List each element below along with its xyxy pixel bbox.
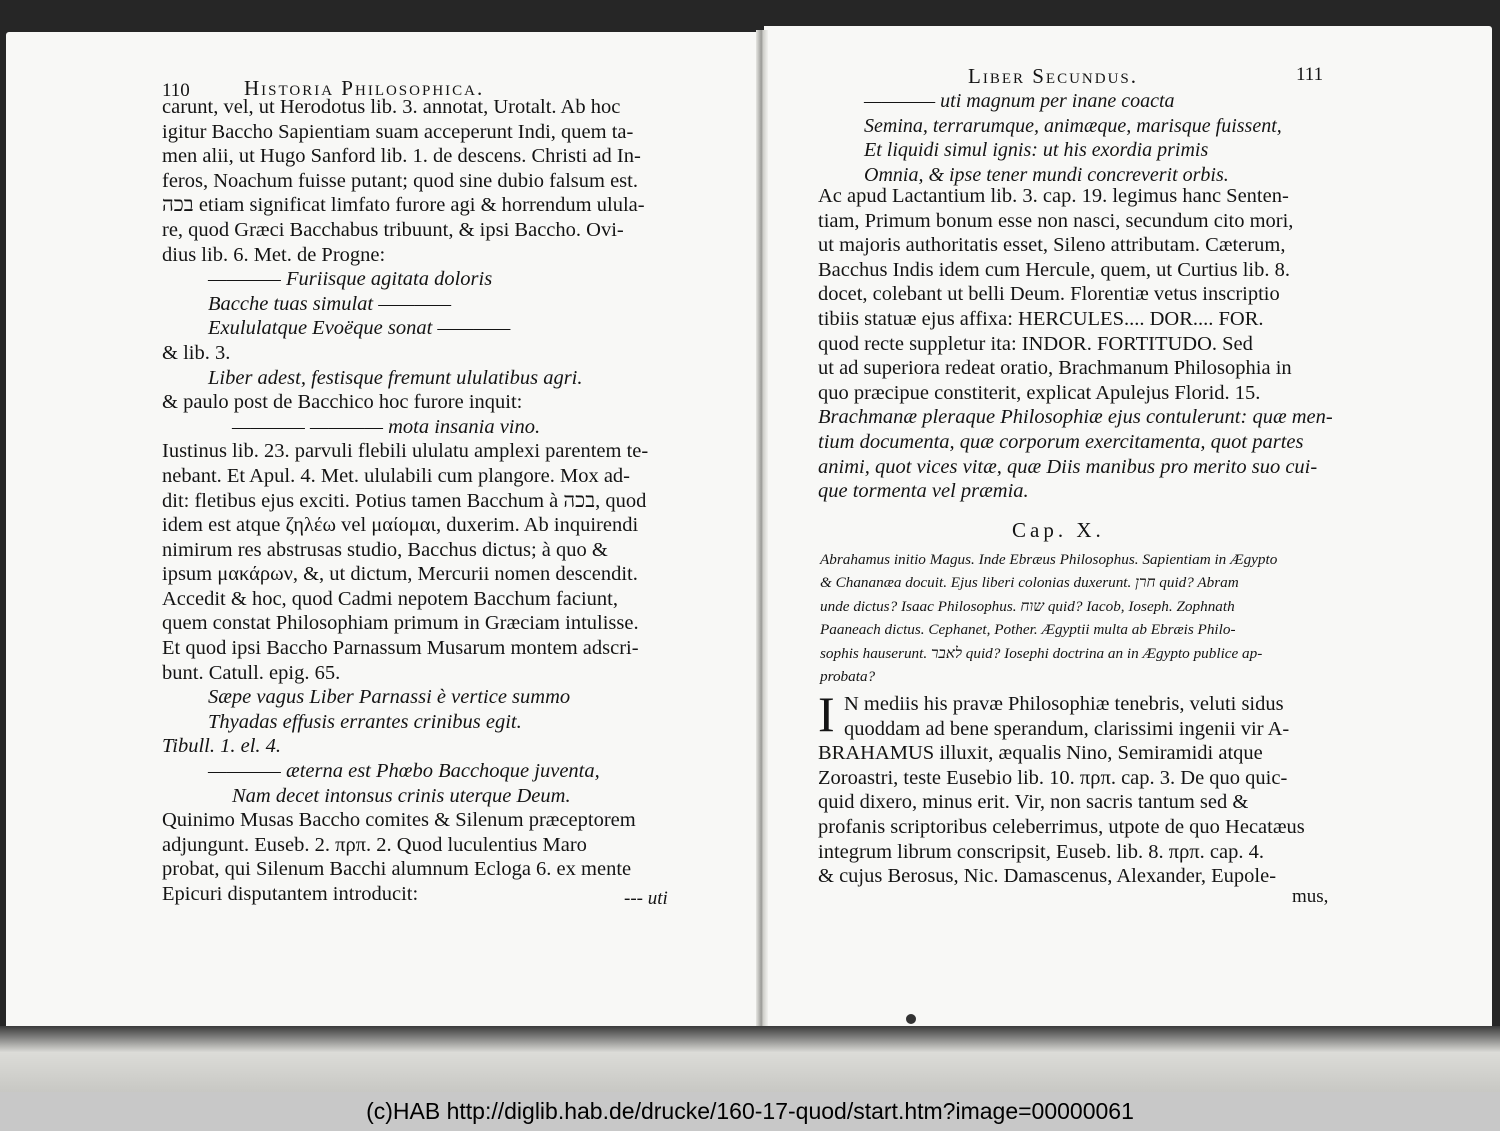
- left-running-head: Historia Philosophica.: [244, 76, 485, 100]
- text-line: quem constat Philosophiam primum in Græciam intulisse.: [162, 612, 639, 635]
- text-line: carunt, vel, ut Herodotus lib. 3. annotat, Urotalt. Ab hoc: [162, 96, 621, 118]
- text-line: N mediis his pravæ Philosophiæ tenebris, veluti sidus: [844, 693, 1284, 715]
- right-verse: [864, 89, 1282, 187]
- text-line: tibiis statuæ ejus affixa: HERCULES.... DOR.... FOR.: [818, 307, 1264, 330]
- text-line: dit: fletibus ejus exciti. Potius tamen Bacchum à בכה, quod: [162, 489, 647, 512]
- verse-line: ———— ———— mota insania vino.: [232, 415, 541, 438]
- verse-line: ———— uti magnum per inane coacta: [864, 90, 1175, 112]
- text-line: probat, qui Silenum Bacchi alumnum Ecloga 6. ex mente: [162, 858, 632, 881]
- text-line: idem est atque ζηλέω vel μαίομαι, duxerim. Ab inquirendi: [162, 514, 639, 537]
- text-line: dius lib. 6. Met. de Progne:: [162, 243, 386, 266]
- right-catchword: mus,: [1292, 886, 1329, 907]
- text-line: ipsum μακάρων, &, ut dictum, Mercurii nomen descendit.: [162, 563, 638, 586]
- source-footer: (c)HAB http://diglib.hab.de/drucke/160-17-quod/start.htm?image=00000061: [0, 1092, 1500, 1131]
- text-line: nimirum res abstrusas studio, Bacchus dictus; à quo &: [162, 538, 608, 561]
- text-line: & paulo post de Bacchico hoc furore inquit:: [162, 391, 523, 414]
- text-line: ut majoris authoritatis esset, Sileno attributam. Cæterum,: [818, 234, 1286, 257]
- right-page-text: [818, 184, 1333, 504]
- text-line: quoddam ad bene sperandum, clarissimi ingenii vir A-: [844, 717, 1290, 740]
- verse-line: Omnia, & ipse tener mundi concreverit orbis.: [864, 163, 1229, 186]
- text-line: tium documenta, quæ corporum exercitamenta, quot partes: [818, 430, 1304, 453]
- left-catchword: --- uti: [624, 888, 668, 909]
- verse-line: Liber adest, festisque fremunt ululatibus agri.: [208, 366, 583, 389]
- summary-line: Paaneach dictus. Cephanet, Pother. Ægyptii multa ab Ebræis Philo-: [820, 621, 1236, 639]
- left-page-text: [162, 95, 648, 907]
- text-line: Epicuri disputantem introducit:: [162, 883, 419, 905]
- summary-line: sophis hauserunt. לאבר quid? Iosephi doctrina an in Ægypto publice ap-: [820, 644, 1263, 662]
- text-line: adjungunt. Euseb. 2. πρπ. 2. Quod luculentius Maro: [162, 833, 587, 856]
- summary-line: Abrahamus initio Magus. Inde Ebræus Philosophus. Sapientiam in Ægypto: [820, 551, 1278, 568]
- verse-line: Nam decet intonsus crinis uterque Deum.: [232, 784, 571, 807]
- right-page-number: 111: [1296, 64, 1324, 85]
- text-line: Ac apud Lactantium lib. 3. cap. 19. legimus hanc Senten-: [818, 185, 1289, 207]
- scan-bottom-edge: [0, 1026, 1500, 1092]
- text-line: igitur Baccho Sapientiam suam acceperunt Indi, quem ta-: [162, 120, 634, 143]
- summary-line: probata?: [820, 667, 876, 685]
- text-line: בכה etiam significat limfato furore agi & horrendum ulula-: [162, 194, 645, 217]
- text-line: & cujus Berosus, Nic. Damascenus, Alexander, Eupole-: [818, 865, 1277, 888]
- ink-blot-mark: [906, 1014, 916, 1024]
- text-line: Bacchus Indis idem cum Hercule, quem, ut Curtius lib. 8.: [818, 258, 1290, 281]
- text-line: quod recte suppletur ita: INDOR. FORTITUDO. Sed: [818, 332, 1253, 355]
- right-running-head: Liber Secundus.: [968, 64, 1139, 88]
- verse-line: Sæpe vagus Liber Parnassi è vertice summo: [208, 686, 571, 709]
- text-line: quo præcipue constiterit, explicat Apulejus Florid. 15.: [818, 381, 1261, 404]
- text-line: Et quod ipsi Baccho Parnassum Musarum montem adscri-: [162, 637, 639, 660]
- verse-line: Semina, terrarumque, animæque, marisque fuissent,: [864, 114, 1282, 137]
- text-line: re, quod Græci Bacchabus tribuunt, & ipsi Baccho. Ovi-: [162, 218, 624, 241]
- text-line: nebant. Et Apul. 4. Met. ululabili cum plangore. Mox ad-: [162, 464, 630, 487]
- verse-line: ———— æterna est Phœbo Bacchoque juventa,: [208, 760, 600, 783]
- chapter-heading: Cap. X.: [1012, 518, 1105, 542]
- book-gutter: [756, 30, 768, 1080]
- text-line: Quinimo Musas Baccho comites & Silenum præceptorem: [162, 809, 636, 832]
- text-line: que tormenta vel præmia.: [818, 480, 1029, 503]
- chapter-body: [818, 686, 1305, 889]
- verse-line: ———— Furiisque agitata doloris: [208, 268, 493, 291]
- text-line: Tibull. 1. el. 4.: [162, 735, 282, 758]
- text-line: feros, Noachum fuisse putant; quod sine dubio falsum est.: [162, 169, 638, 192]
- verse-line: Exululatque Evoëque sonat ————: [208, 317, 511, 340]
- text-line: Accedit & hoc, quod Cadmi nepotem Bacchum faciunt,: [162, 587, 618, 610]
- drop-cap: I: [818, 686, 835, 742]
- text-line: Brachmanæ pleraque Philosophiæ ejus contulerunt: quæ men-: [818, 406, 1333, 429]
- chapter-summary: [820, 548, 1277, 688]
- verse-line: Thyadas effusis errantes crinibus egit.: [208, 710, 522, 733]
- text-line: tiam, Primum bonum esse non nasci, secundum cito mori,: [818, 209, 1294, 232]
- text-line: men alii, ut Hugo Sanford lib. 1. de descens. Christi ad In-: [162, 145, 641, 168]
- summary-line: unde dictus? Isaac Philosophus. שוח quid? Iacob, Ioseph. Zophnath: [820, 597, 1235, 615]
- text-line: ut ad superiora redeat oratio, Brachmanum Philosophia in: [818, 357, 1292, 380]
- text-line: & lib. 3.: [162, 341, 231, 364]
- summary-line: & Chananæa docuit. Ejus liberi colonias duxerunt. חרן quid? Abram: [820, 574, 1239, 592]
- text-line: profanis scriptoribus celeberrimus, utpote de quo Hecatæus: [818, 815, 1305, 838]
- verse-line: Bacche tuas simulat ————: [208, 292, 452, 315]
- text-line: bunt. Catull. epig. 65.: [162, 661, 341, 684]
- text-line: integrum librum conscripsit, Euseb. lib. 8. πρπ. cap. 4.: [818, 840, 1264, 863]
- verse-line: Et liquidi simul ignis: ut his exordia primis: [864, 139, 1209, 162]
- text-line: animi, quot vices vitæ, quæ Diis manibus pro merito suo cui-: [818, 455, 1318, 478]
- left-page-number: 110: [162, 80, 190, 101]
- text-line: docet, colebant ut belli Deum. Florentiæ vetus inscriptio: [818, 283, 1280, 306]
- text-line: Zoroastri, teste Eusebio lib. 10. πρπ. cap. 3. De quo quic-: [818, 766, 1288, 789]
- text-line: Iustinus lib. 23. parvuli flebili ululatu amplexi parentem te-: [162, 440, 649, 463]
- text-line: BRAHAMUS illuxit, æqualis Nino, Semiramidi atque: [818, 742, 1263, 765]
- text-line: quid dixero, minus erit. Vir, non sacris tantum sed &: [818, 791, 1249, 814]
